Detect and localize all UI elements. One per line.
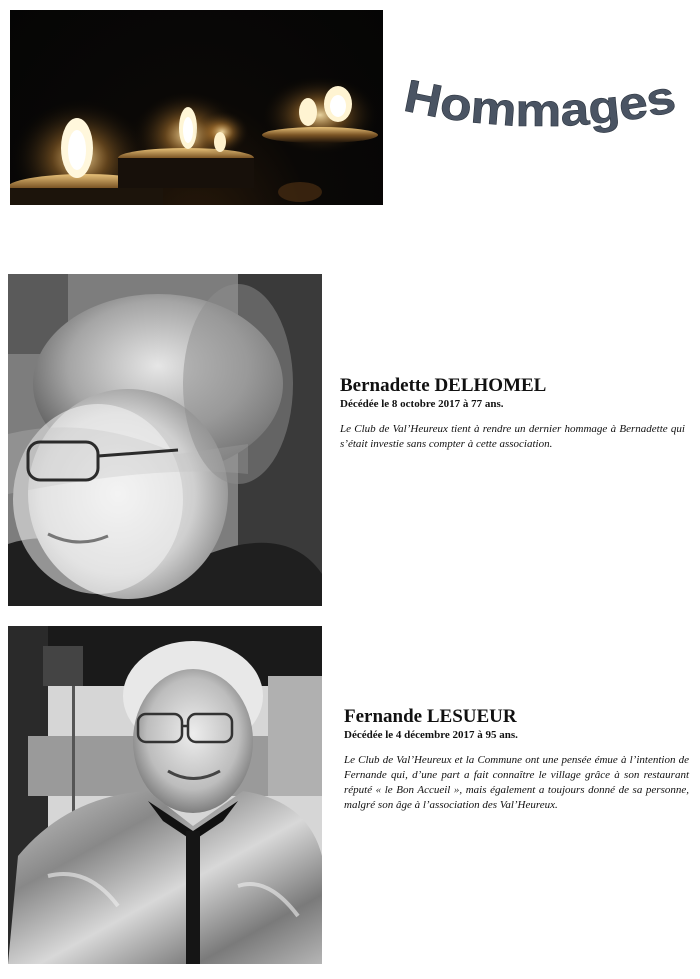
death-date: Décédée le 8 octobre 2017 à 77 ans. xyxy=(340,398,504,410)
tribute-text: Le Club de Val’Heureux tient à rendre un dernier hommage à Bernadette qui s’était investie sans compter à cette association. xyxy=(340,423,685,450)
svg-text:Hommages: Hommages xyxy=(400,80,677,137)
deceased-name: Fernande LESUEUR xyxy=(344,706,517,727)
portrait-bernadette xyxy=(8,274,322,606)
candles-photo xyxy=(10,10,383,205)
tribute-entry xyxy=(340,375,685,452)
deceased-name: Bernadette DELHOMEL xyxy=(340,375,547,396)
death-date: Décédée le 4 décembre 2017 à 95 ans. xyxy=(344,729,518,741)
tribute-entry xyxy=(344,706,689,813)
portrait-fernande xyxy=(8,626,322,964)
tribute-text: Le Club de Val’Heureux et la Commune ont une pensée émue à l’intention de Fernande qui, d’une part a fait connaître le village grâce à son restaurant réputé « le Bon Accueil », mais également a toujours donné de sa personne, malgré son âge à l’association des Val’Heureux. xyxy=(344,754,689,811)
page-title xyxy=(400,80,685,160)
